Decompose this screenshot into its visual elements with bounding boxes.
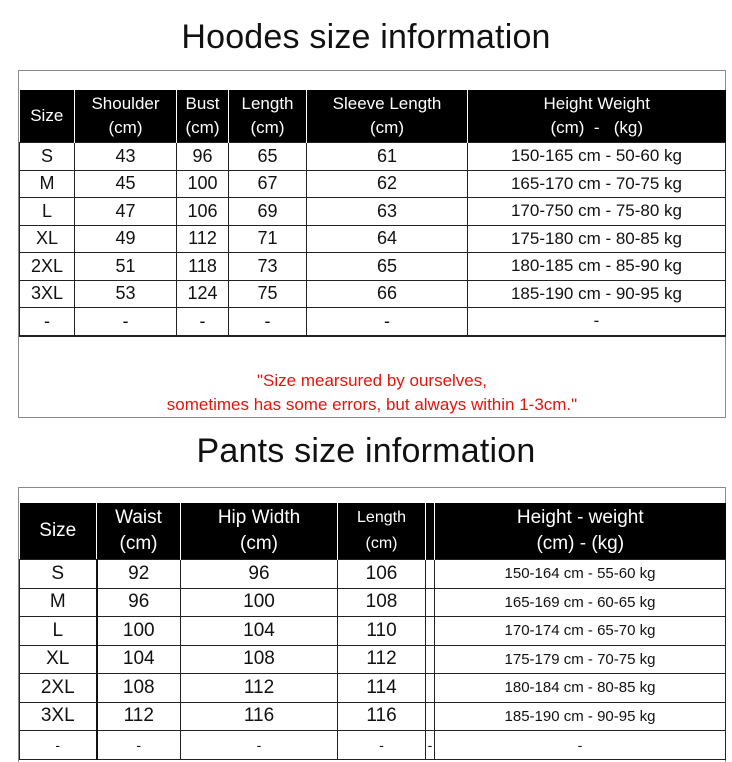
table-row bbox=[20, 225, 726, 253]
table-cell: 63 bbox=[307, 198, 468, 226]
table-cell: XL bbox=[20, 225, 75, 253]
table-cell: 100 bbox=[181, 588, 338, 617]
hoodie-header-label: Size bbox=[30, 106, 64, 125]
table-cell: 73 bbox=[229, 253, 307, 281]
table-cell: 180-184 cm - 80-85 kg bbox=[435, 674, 726, 703]
measurement-note-line-2: sometimes has some errors, but always within 1-3cm." bbox=[166, 395, 578, 414]
table-cell: 104 bbox=[181, 617, 338, 646]
table-row bbox=[20, 170, 726, 198]
table-cell: 114 bbox=[338, 674, 426, 703]
table-cell: 47 bbox=[75, 198, 177, 226]
table-cell: 108 bbox=[181, 645, 338, 674]
table-cell: 67 bbox=[229, 170, 307, 198]
pants-header-cell bbox=[426, 503, 435, 560]
hoodie-size-table bbox=[19, 90, 726, 337]
hoodie-header-cell bbox=[307, 90, 468, 143]
table-cell: 185-190 cm - 90-95 kg bbox=[468, 280, 726, 308]
table-cell: 110 bbox=[338, 617, 426, 646]
table-row bbox=[20, 731, 726, 760]
table-cell: 43 bbox=[75, 143, 177, 171]
table-cell: 69 bbox=[229, 198, 307, 226]
table-cell: 124 bbox=[177, 280, 229, 308]
table-cell: 170-174 cm - 65-70 kg bbox=[435, 617, 726, 646]
table-cell: 175-180 cm - 80-85 kg bbox=[468, 225, 726, 253]
table-cell: XL bbox=[20, 645, 97, 674]
hoodie-header-cell bbox=[229, 90, 307, 143]
pants-header-unit: (cm) bbox=[119, 533, 158, 554]
table-cell: 175-179 cm - 70-75 kg bbox=[435, 645, 726, 674]
table-cell: 112 bbox=[338, 645, 426, 674]
table-cell: 150-164 cm - 55-60 kg bbox=[435, 560, 726, 589]
table-cell: 92 bbox=[97, 560, 181, 589]
pants-header-row bbox=[20, 503, 726, 560]
hoodie-header-cell bbox=[20, 90, 75, 143]
table-cell: 3XL bbox=[20, 702, 97, 731]
table-cell: 51 bbox=[75, 253, 177, 281]
table-cell: - bbox=[435, 731, 726, 760]
hoodie-header-label: Shoulder bbox=[91, 94, 160, 113]
table-cell: 3XL bbox=[20, 280, 75, 308]
table-cell: - bbox=[20, 308, 75, 336]
table-cell bbox=[426, 674, 435, 703]
pants-header-label: Hip Width bbox=[217, 507, 301, 528]
table-cell: 64 bbox=[307, 225, 468, 253]
table-cell: 2XL bbox=[20, 674, 97, 703]
table-cell: 165-170 cm - 70-75 kg bbox=[468, 170, 726, 198]
table-cell: 53 bbox=[75, 280, 177, 308]
table-cell: 150-165 cm - 50-60 kg bbox=[468, 143, 726, 171]
pants-header-unit: (cm) bbox=[240, 533, 278, 554]
table-cell: - bbox=[181, 731, 338, 760]
pants-size-panel bbox=[18, 487, 726, 762]
hoodie-header-row bbox=[20, 90, 726, 143]
table-cell: 96 bbox=[97, 588, 181, 617]
pants-header-label: Waist bbox=[115, 507, 162, 528]
table-cell: 108 bbox=[338, 588, 426, 617]
pants-header-cell bbox=[181, 503, 338, 560]
hoodie-header-unit: (cm) bbox=[250, 118, 285, 137]
table-cell: L bbox=[20, 617, 97, 646]
table-cell: - bbox=[177, 308, 229, 336]
table-cell: - bbox=[75, 308, 177, 336]
table-cell: 104 bbox=[97, 645, 181, 674]
table-row bbox=[20, 280, 726, 308]
table-cell: 118 bbox=[177, 253, 229, 281]
table-cell: - bbox=[20, 731, 97, 760]
table-cell: 45 bbox=[75, 170, 177, 198]
hoodie-header-cell bbox=[177, 90, 229, 143]
hoodie-header-unit: (cm) bbox=[108, 118, 143, 137]
table-row bbox=[20, 674, 726, 703]
hoodie-header-label: Height Weight bbox=[543, 94, 650, 113]
table-cell: 100 bbox=[97, 617, 181, 646]
table-row bbox=[20, 617, 726, 646]
table-cell: - bbox=[97, 731, 181, 760]
table-cell: L bbox=[20, 198, 75, 226]
table-cell: M bbox=[20, 588, 97, 617]
pants-header-unit: (cm) - (kg) bbox=[536, 533, 625, 554]
hoodie-header-cell bbox=[468, 90, 726, 143]
pants-header-cell bbox=[338, 503, 426, 560]
table-row bbox=[20, 588, 726, 617]
table-cell: 180-185 cm - 85-90 kg bbox=[468, 253, 726, 281]
table-cell: 2XL bbox=[20, 253, 75, 281]
hoodie-header-unit: (cm) - (kg) bbox=[550, 118, 644, 137]
table-row bbox=[20, 702, 726, 731]
table-cell: - bbox=[338, 731, 426, 760]
hoodie-header-label: Length bbox=[241, 94, 294, 113]
table-cell: 106 bbox=[338, 560, 426, 589]
hoodie-header-unit: (cm) bbox=[370, 118, 404, 137]
table-row bbox=[20, 645, 726, 674]
pants-size-table bbox=[19, 503, 726, 760]
table-cell: 165-169 cm - 60-65 kg bbox=[435, 588, 726, 617]
pants-header-unit: (cm) bbox=[365, 535, 398, 552]
pants-header-cell bbox=[435, 503, 726, 560]
table-cell: 116 bbox=[181, 702, 338, 731]
table-row bbox=[20, 198, 726, 226]
table-cell: 49 bbox=[75, 225, 177, 253]
table-row bbox=[20, 253, 726, 281]
table-cell: 112 bbox=[97, 702, 181, 731]
table-cell bbox=[426, 645, 435, 674]
table-cell: S bbox=[20, 560, 97, 589]
hoodie-header-cell bbox=[75, 90, 177, 143]
table-cell: S bbox=[20, 143, 75, 171]
table-cell: 61 bbox=[307, 143, 468, 171]
hoodie-size-title: Hoodes size information bbox=[181, 18, 551, 56]
table-cell: 112 bbox=[177, 225, 229, 253]
table-cell: 100 bbox=[177, 170, 229, 198]
pants-header-label: Size bbox=[39, 520, 77, 541]
hoodie-header-label: Bust bbox=[185, 94, 220, 113]
table-row bbox=[20, 143, 726, 171]
table-cell: - bbox=[229, 308, 307, 336]
table-cell: 170-750 cm - 75-80 kg bbox=[468, 198, 726, 226]
table-cell bbox=[426, 702, 435, 731]
hoodie-size-panel bbox=[18, 70, 726, 418]
table-cell: 106 bbox=[177, 198, 229, 226]
table-row bbox=[20, 308, 726, 336]
table-row bbox=[20, 560, 726, 589]
table-cell: 108 bbox=[97, 674, 181, 703]
table-cell: M bbox=[20, 170, 75, 198]
table-cell bbox=[426, 560, 435, 589]
pants-header-cell bbox=[20, 503, 97, 560]
pants-header-label: Height - weight bbox=[516, 507, 644, 528]
table-cell: 116 bbox=[338, 702, 426, 731]
table-cell bbox=[426, 588, 435, 617]
table-cell: 75 bbox=[229, 280, 307, 308]
table-cell: 65 bbox=[307, 253, 468, 281]
hoodie-header-label: Sleeve Length bbox=[332, 94, 442, 113]
table-cell: - bbox=[426, 731, 435, 760]
table-cell: 96 bbox=[177, 143, 229, 171]
table-cell: 66 bbox=[307, 280, 468, 308]
table-cell: 65 bbox=[229, 143, 307, 171]
table-cell: - bbox=[468, 308, 726, 336]
pants-header-cell bbox=[97, 503, 181, 560]
table-cell: 112 bbox=[181, 674, 338, 703]
pants-header-label: Length bbox=[357, 509, 406, 526]
measurement-note-line-1: "Size mearsured by ourselves, bbox=[257, 371, 487, 390]
table-cell: 62 bbox=[307, 170, 468, 198]
pants-size-title: Pants size information bbox=[196, 432, 536, 470]
table-cell: 96 bbox=[181, 560, 338, 589]
table-cell bbox=[426, 617, 435, 646]
table-cell: 71 bbox=[229, 225, 307, 253]
table-cell: - bbox=[307, 308, 468, 336]
table-cell: 185-190 cm - 90-95 kg bbox=[435, 702, 726, 731]
hoodie-header-unit: (cm) bbox=[185, 118, 220, 137]
